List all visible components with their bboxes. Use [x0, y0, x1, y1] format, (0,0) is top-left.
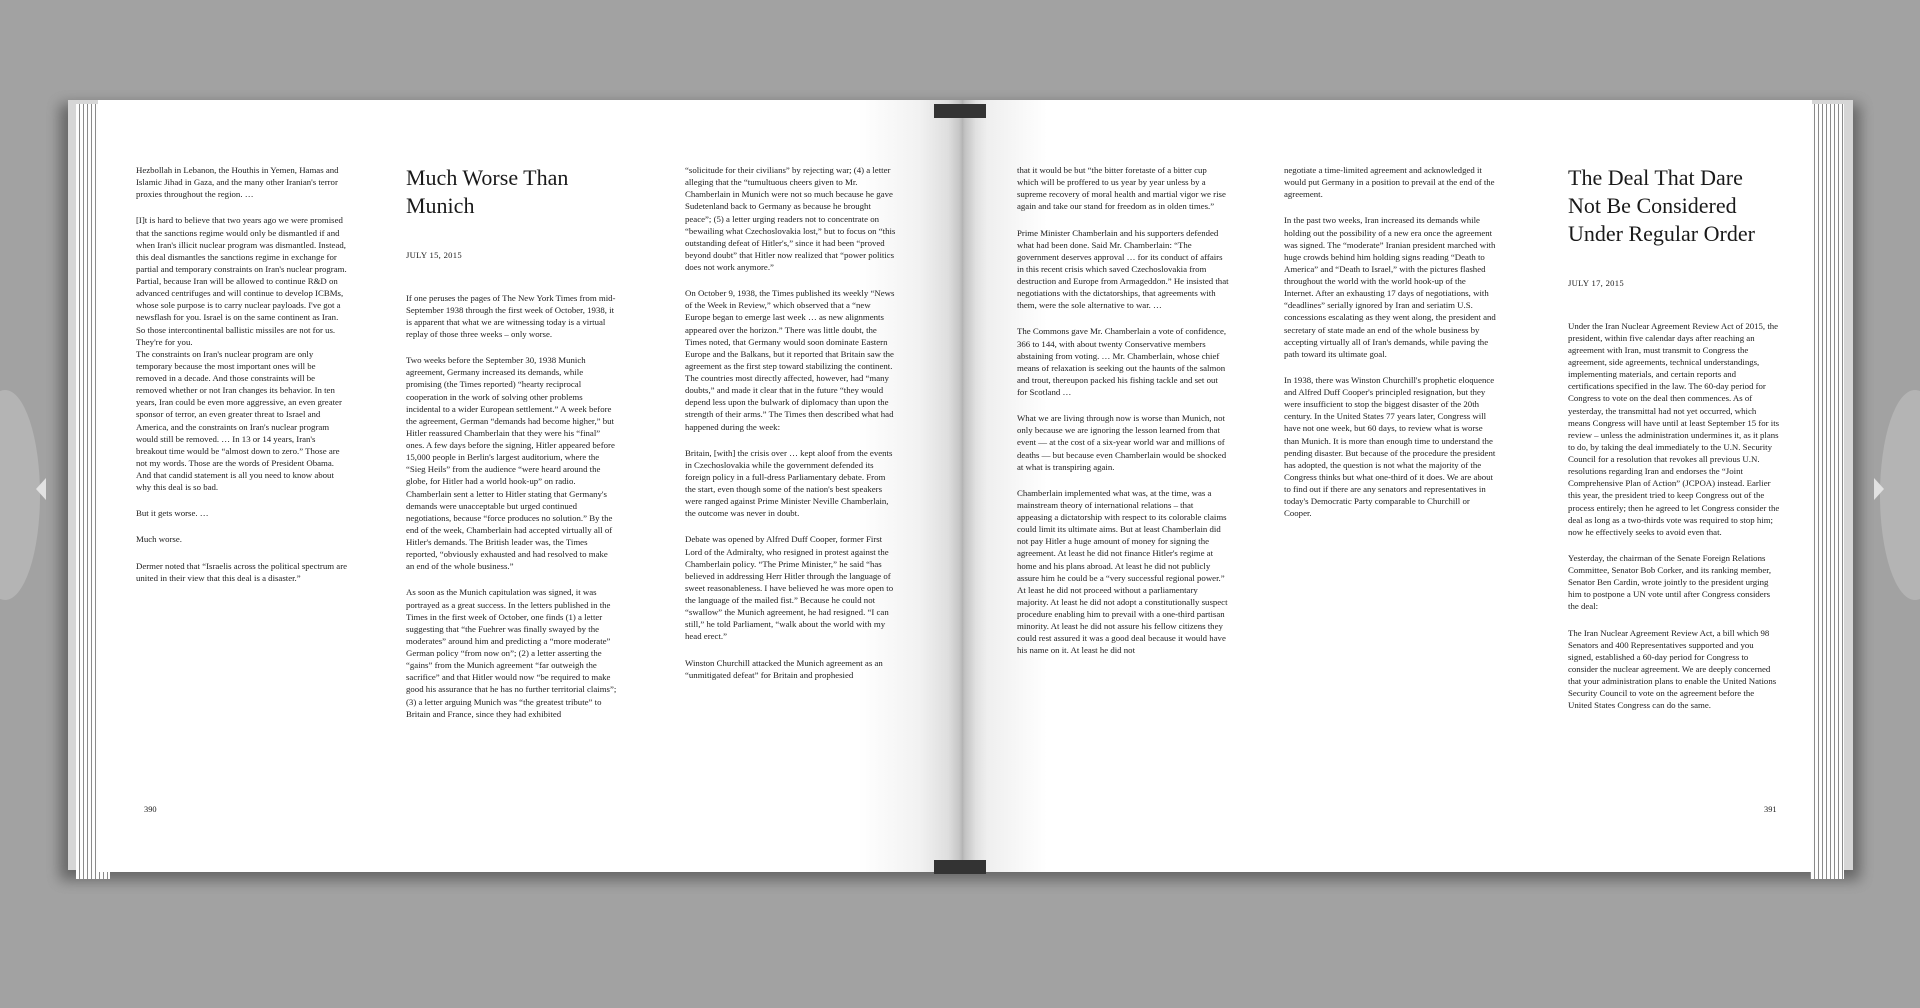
prev-page-button[interactable]: [0, 390, 40, 600]
paragraph: If one peruses the pages of The New York Times from mid-September 1938 through the first week of October, 1938, it is apparent that what we are witnessing today is a virtual replay of those three weeks – only worse.: [406, 292, 616, 340]
spine-headband-top: [934, 104, 986, 118]
article-title: The Deal That Dare Not Be Considered Under Regular Order: [1568, 165, 1755, 246]
page-number: 391: [1764, 805, 1777, 814]
left-page-column-3: [685, 164, 897, 695]
paragraph: Dermer noted that “Israelis across the political spectrum are united in their view that this deal is a disaster.”: [136, 560, 348, 583]
paragraph: The Iran Nuclear Agreement Review Act, a bill which 98 Senators and 400 Representatives supported and you signed, established a 60-day period for Congress to consider the nuclear agreement. We are deeply concerned that your administration plans to enable the United Nations Security Council to vote on the agreement before the United States Congress can do the same.: [1568, 627, 1777, 711]
right-page[interactable]: [962, 100, 1812, 872]
paragraph: Under the Iran Nuclear Agreement Review Act of 2015, the president, within five calendar days after reaching an agreement with Iran, must transmit to Congress the agreement, side agreements, technical understandings, implementing materials, and certain reports and certifications specified in the law. The 60-day period for Congress to vote on the deal then commences. As of yesterday, the transmittal had not yet occurred, which means Congress will have until at least September 15 for its review – unless the administration undermines it, as it plans to do, by taking the deal immediately to the U.N. Security Council for a resolution that revokes all previous U.N. resolutions regarding Iran and endorses the “Joint Comprehensive Plan of Action” (JCPOA) instead. Earlier this year, the president tried to keep Congress out of the process entirely; then he agreed to let Congress consider the deal as long as a two-thirds vote was required to stop him; now he effectively seeks to avoid even that.: [1568, 320, 1780, 537]
paragraph: [I]t is hard to believe that two years ago we were promised that the sanctions regime would only be dismantled if and when Iran's illicit nuclear program was dismantled. Instead, this deal dismantles the sanctions regime in exchange for partial and temporary constraints on Iran's nuclear program. Partial, because Iran will be allowed to continue R&D on advanced centrifuges and will continue to develop ICBMs, whose sole purpose is to carry nuclear payloads. I've got a newsflash for you. Israel is on the same continent as Iran. So those intercontinental ballistic missiles are not for us. They're for you. The constraints on Iran's nuclear program are only temporary because the most important ones will be removed in a decade. And those constraints will be removed whether or not Iran changes its behavior. In ten years, Iran could be even more aggressive, an even greater sponsor of terror, an even greater threat to Israel and America, and the constraints on Iran's nuclear program would still be removed. … In 13 or 14 years, Iran's breakout time would be “almost down to zero.” Those are not my words. Those are the words of President Obama. And that candid statement is all you need to know about why this deal is so bad.: [136, 215, 347, 493]
right-page-column-3: [1568, 164, 1780, 725]
left-page-column-2: [406, 164, 618, 734]
book-spine: [948, 100, 976, 873]
chevron-left-icon[interactable]: [36, 478, 46, 500]
paragraph: What we are living through now is worse than Munich, not only because we are ignoring the lesson learned from that event — at the cost of a six-year world war and millions of deaths — but because even Chamberlain would be shocked at what is transpiring again.: [1017, 413, 1227, 472]
paragraph: In the past two weeks, Iran increased its demands while holding out the possibility of a new era once the agreement was signed. The “moderate” Iranian president marched with huge crowds behind him holding signs reading “Death to America” and “Death to Israel,” with the pictures flashed throughout the world with the world hook-up of the Internet. After an exhausting 17 days of negotiations, with “deadlines” serially ignored by Iran and seriatim U.S. concessions escalating as they went along, the president and secretary of state made an end of the whole business by accepting virtually all of Iran's demands, while paving the path toward its ultimate goal.: [1284, 215, 1496, 359]
paragraph: Much worse.: [136, 534, 182, 545]
spine-headband-bottom: [934, 860, 986, 874]
paragraph: Debate was opened by Alfred Duff Cooper, former First Lord of the Admiralty, who resigned in protest against the Chamberlain policy. “The Prime Minister,” he said “has believed in addressing Herr Hitler through the language of sweet reasonableness. I have believed he was more open to the language of the mailed fist.” Because he could not “swallow” the Munich agreement, he had resigned. “I can still,” he told Parliament, “walk about the world with my head erect.”: [685, 534, 894, 642]
paragraph: Britain, [with] the crisis over … kept aloof from the events in Czechoslovakia while the government defended its foreign policy in a full-dress Parliamentary debate. From the start, even though some of the nation's best speakers were ranged against Prime Minister Neville Chamberlain, the outcome was never in doubt.: [685, 447, 893, 519]
paragraph: Winston Churchill attacked the Munich agreement as an “unmitigated defeat” for Britain and prophesied: [685, 657, 883, 680]
right-page-stack: [1810, 104, 1844, 879]
article-date: JULY 17, 2015: [1568, 277, 1624, 288]
left-page-column-1: [136, 164, 348, 598]
paragraph: “solicitude for their civilians” by rejecting war; (4) a letter alleging that the “tumultuous cheers given to Mr. Chamberlain in Munich were not so much because he gave Sudetenland back to Germany as because he brought peace”; (5) a letter urging readers not to concentrate on “bewailing what Czechoslovakia lost,” but to focus on “this outstanding defeat of Hitler's,” since it had been “proved beyond doubt” that Hitler now realized that “power politics does not work anymore.”: [685, 165, 896, 272]
article-date: JULY 15, 2015: [406, 249, 462, 260]
next-page-button[interactable]: [1880, 390, 1920, 600]
paragraph: As soon as the Munich capitulation was signed, it was portrayed as a great success. In the letters published in the Times in the first week of October, one finds (1) a letter suggesting that “the Fuehrer was finally swayed by the moderates” around him and predicting a “more moderate” German policy “from now on”; (2) a letter asserting the “gains” from the Munich agreement “far outweigh the sacrifice” and that Hitler would now “be required to make good his assurance that he has no further territorial claims”; (3) a letter arguing Munich was “the greatest tribute” to Britain and France, since they had exhibited: [406, 587, 617, 719]
paragraph: negotiate a time-limited agreement and acknowledged it would put Germany in a position to prevail at the end of the agreement.: [1284, 165, 1495, 200]
paragraph: that it would be but “the bitter foretaste of a bitter cup which will be proffered to us year by year unless by a supreme recovery of moral health and martial vigor we rise again and take our stand for freedom as in olden times.”: [1017, 165, 1226, 212]
article-title: Much Worse Than Munich: [406, 165, 569, 218]
paragraph: Prime Minister Chamberlain and his supporters defended what had been done. Said Mr. Chamberlain: “The government deserves approval … for its conduct of affairs in this recent crisis which saved Czechoslovakia from destruction and Europe from Armageddon.” He insisted that negotiations with the dictatorships, that agreements with them, were the sole alternative to war. …: [1017, 227, 1229, 311]
paragraph: But it gets worse. …: [136, 508, 209, 519]
page-number: 390: [144, 805, 157, 814]
right-page-column-1: [1017, 164, 1229, 671]
right-page-column-2: [1284, 164, 1496, 533]
paragraph: On October 9, 1938, the Times published its weekly “News of the Week in Review,” which observed that a “new Europe began to emerge last week … as new alignments appeared over the horizon.” There was little doubt, the Times noted, that Germany would soon dominate Eastern Europe and the Balkans, but it reported that Britain saw the agreement as the first step toward stabilizing the continent. The countries most directly affected, however, had “many doubts,” and made it clear that in the future “they would depend less upon the bulwark of diplomacy than upon the strength of their arms.” The Times then described what had happened during the week:: [685, 288, 895, 432]
paragraph: Yesterday, the chairman of the Senate Foreign Relations Committee, Senator Bob Corker, and its ranking member, Senator Ben Cardin, wrote jointly to the president urging him to postpone a UN vote until after Congress considers the deal:: [1568, 552, 1772, 612]
paragraph: In 1938, there was Winston Churchill's prophetic eloquence and Alfred Duff Cooper's principled resignation, but they were insufficient to stop the biggest disaster of the 20th century. In the United States 77 years later, Congress will have not one week, but 60 days, to review what is worse than Munich. It is more than enough time to understand the pending disaster. But because of the procedure the president has adopted, the question is not what the majority of the Congress thinks but what one-third of it does. We are about to find out if there are any senators and representatives in today's Democratic Party comparable to Churchill or Cooper.: [1284, 374, 1496, 519]
paragraph: Hezbollah in Lebanon, the Houthis in Yemen, Hamas and Islamic Jihad in Gaza, and the many other Iranian's terror proxies throughout the region. …: [136, 165, 339, 200]
paragraph: Two weeks before the September 30, 1938 Munich agreement, Germany increased its demands, while promising (the Times reported) “hearty reciprocal cooperation in the work of solving other problems incidental to a wider European settlement.” A week before the agreement, German “demands had become higher,” but Hitler reassured Chamberlain that they were his “final” ones. A few days before the signing, Hitler appeared before 15,000 people in Berlin's largest auditorium, where the “Sieg Heils” from the audience “were heard around the globe, for Hitler had a world hook-up” on radio. Chamberlain sent a letter to Hitler stating that Germany's demands were unacceptable but urged continued negotiations, because “force produces no solution.” By the end of the week, Chamberlain had accepted virtually all of Hitler's demands. The British leader was, the Times reported, “obviously exhausted and had resolved to make an end of the whole business.”: [406, 355, 615, 572]
chevron-right-icon[interactable]: [1874, 478, 1884, 500]
paragraph: The Commons gave Mr. Chamberlain a vote of confidence, 366 to 144, with about twenty Conservative members abstaining from voting. … Mr. Chamberlain, whose chief means of relaxation is seeking out the haunts of the salmon and trout, thereupon packed his fishing tackle and set out for Scotland …: [1017, 326, 1227, 397]
paragraph: Chamberlain implemented what was, at the time, was a mainstream theory of international relations – that appeasing a dictatorship with respect to its colorable claims could limit its ultimate aims. But at least Chamberlain did not pay Hitler a huge amount of money for signing the agreement. At least he did not finance Hitler's regime at home and his plans abroad. At least he did not publicly assure him he could be a “very successful regional power.” At least he did not proceed without a parliamentary majority. At least he did not adopt a constitutionally suspect procedure enabling him to prevail with a one-third partisan minority. At least he did not assure his fellow citizens they could rest assured it was a good deal because it would have his name on it. At least he did not: [1017, 487, 1228, 656]
left-page[interactable]: [98, 100, 962, 872]
